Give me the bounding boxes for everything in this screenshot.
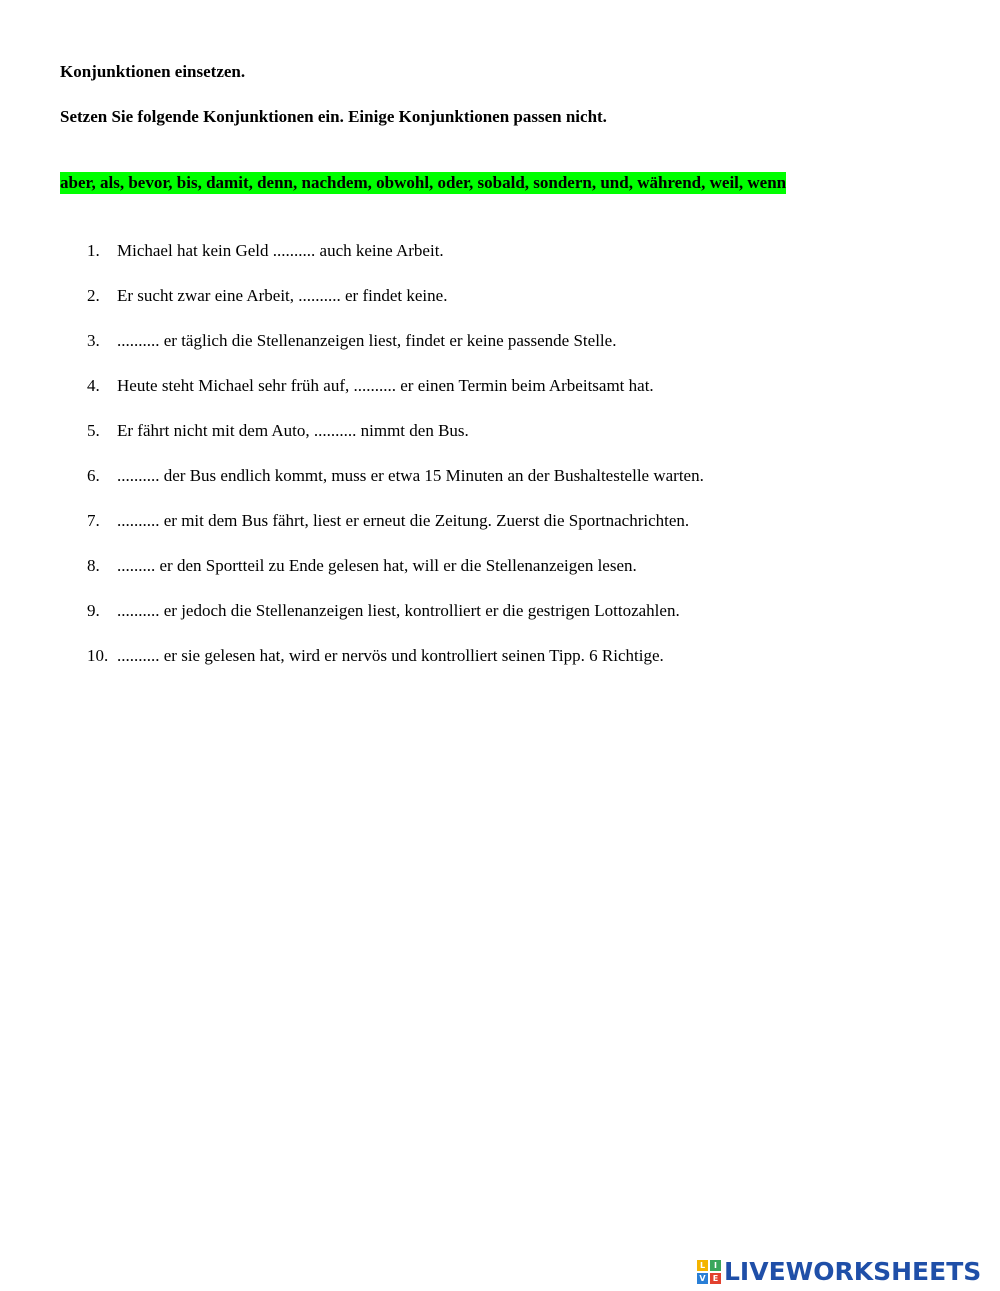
item-number: 2.: [87, 286, 100, 305]
exercise-item-10: [87, 645, 704, 690]
item-number: 8.: [87, 556, 100, 575]
item-number: 5.: [87, 421, 100, 440]
logo-cell: L: [697, 1260, 708, 1271]
logo-cell: I: [710, 1260, 721, 1271]
logo-text: LIVEWORKSHEETS: [724, 1257, 982, 1286]
liveworksheets-logo: [697, 1258, 981, 1286]
exercise-item-6: [87, 465, 704, 510]
exercise-item-8: [87, 555, 704, 600]
item-number: 9.: [87, 601, 100, 620]
item-text: ......... er den Sportteil zu Ende gelesen hat, will er die Stellenanzeigen lesen.: [117, 556, 637, 575]
word-bank: aber, als, bevor, bis, damit, denn, nachdem, obwohl, oder, sobald, sondern, und, während, weil, wenn: [60, 173, 787, 192]
item-number: 4.: [87, 376, 100, 395]
exercise-item-4: [87, 375, 704, 420]
instruction-text: Setzen Sie folgende Konjunktionen ein. Einige Konjunktionen passen nicht.: [60, 107, 607, 126]
item-text: Heute steht Michael sehr früh auf, .......... er einen Termin beim Arbeitsamt hat.: [117, 376, 654, 395]
item-number: 3.: [87, 331, 100, 350]
exercise-item-9: [87, 600, 704, 645]
item-number: 10.: [87, 646, 109, 665]
item-text: Er fährt nicht mit dem Auto, .......... nimmt den Bus.: [117, 421, 469, 440]
item-text: .......... er jedoch die Stellenanzeigen liest, kontrolliert er die gestrigen Lottozahlen.: [117, 601, 680, 620]
item-number: 7.: [87, 511, 100, 530]
exercise-item-2: [87, 285, 704, 330]
item-text: Er sucht zwar eine Arbeit, .......... er findet keine.: [117, 286, 448, 305]
exercise-item-5: [87, 420, 704, 465]
logo-cell: V: [697, 1273, 708, 1284]
item-number: 1.: [87, 241, 100, 260]
item-text: .......... er täglich die Stellenanzeigen liest, findet er keine passende Stelle.: [117, 331, 617, 350]
item-text: .......... er sie gelesen hat, wird er nervös und kontrolliert seinen Tipp. 6 Richtige.: [117, 646, 664, 665]
logo-mark-icon: [697, 1260, 721, 1284]
item-text: .......... er mit dem Bus fährt, liest er erneut die Zeitung. Zuerst die Sportnachrichten.: [117, 511, 690, 530]
exercise-item-1: [87, 240, 704, 285]
logo-cell: E: [710, 1273, 721, 1284]
item-text: .......... der Bus endlich kommt, muss er etwa 15 Minuten an der Bushaltestelle warten.: [117, 466, 704, 485]
exercise-item-7: [87, 510, 704, 555]
exercise-list: [87, 240, 704, 690]
item-number: 6.: [87, 466, 100, 485]
item-text: Michael hat kein Geld .......... auch keine Arbeit.: [117, 241, 444, 260]
exercise-item-3: [87, 330, 704, 375]
page-title: Konjunktionen einsetzen.: [60, 62, 246, 81]
